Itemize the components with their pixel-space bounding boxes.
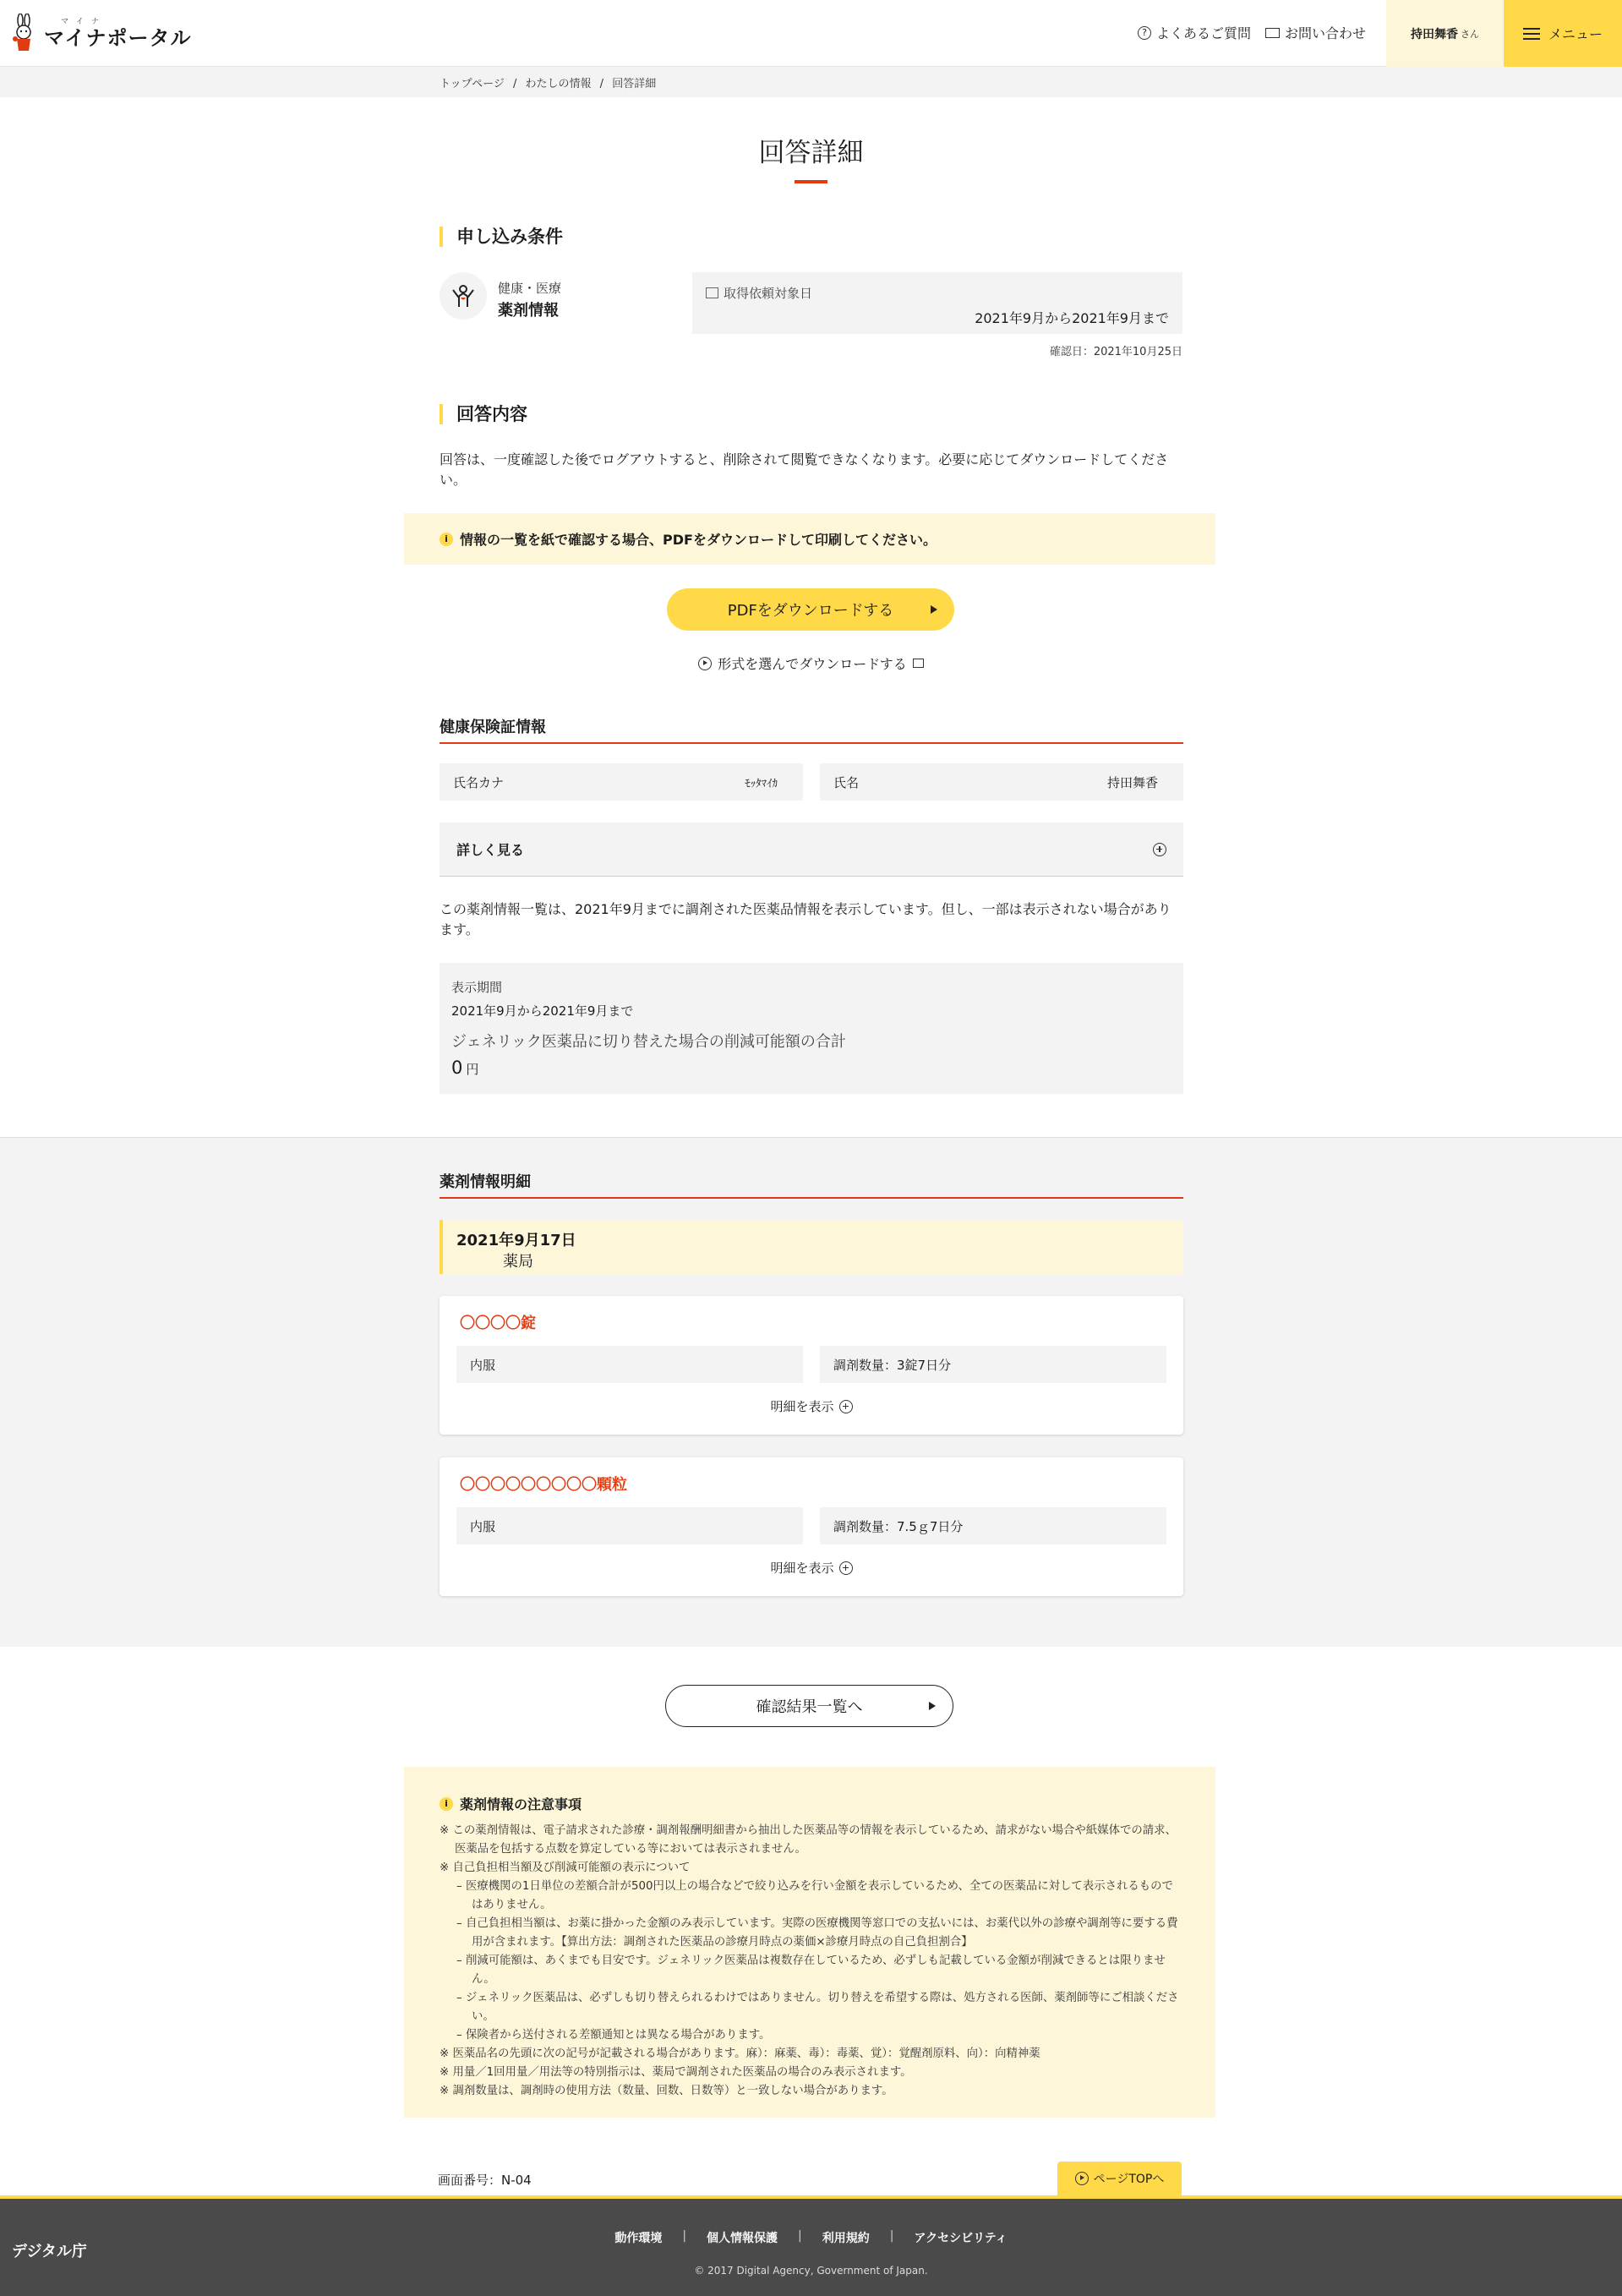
site-logo[interactable] xyxy=(12,14,192,52)
generic-savings-unit: 円 xyxy=(466,1062,479,1077)
footer-links xyxy=(0,2229,1622,2246)
answer-note: 回答は、一度確認した後でログアウトすると、削除されて閲覧できなくなります。必要に応じてダウンロードしてください。 xyxy=(440,451,1169,488)
mail-icon xyxy=(1265,28,1280,38)
name-label: 氏名 xyxy=(833,774,860,790)
medicine-name: 〇〇〇〇〇〇〇〇〇顆粒 xyxy=(460,1476,627,1494)
note-line: – 自己負担相当額は、お薬に掛かった金額のみ表示しています。実際の医療機関等窓口での支払いには、お薬代以外の診療や調剤等に要する費用が含まれます。【算出方法：調剤された医薬品の診療月時点の薬価×診療月時点の自己負担割合】 xyxy=(456,1917,1178,1949)
conditions-heading: 申し込み条件 xyxy=(440,227,563,247)
name-cell xyxy=(820,763,1183,801)
footer-sep: | xyxy=(889,2229,894,2243)
breadcrumb-current: 回答詳細 xyxy=(612,78,657,90)
show-detail-link[interactable] xyxy=(440,1559,1183,1577)
page-top-button[interactable] xyxy=(1057,2162,1182,2195)
medicine-quantity: 調剤数量：7.5ｇ7日分 xyxy=(820,1507,1166,1544)
details-heading: 薬剤情報明細 xyxy=(440,1170,1183,1199)
pdf-download-button[interactable] xyxy=(667,588,954,631)
footer-link-privacy[interactable]: 個人情報保護 xyxy=(707,2232,778,2245)
period-box xyxy=(440,963,1183,1094)
footer-sep: | xyxy=(798,2229,802,2243)
target-date-label: 取得依頼対象日 xyxy=(724,286,813,301)
info-icon: i xyxy=(440,533,453,546)
dispense-date-header xyxy=(440,1220,1183,1274)
caution-title: 薬剤情報の注意事項 xyxy=(460,1796,582,1812)
pdf-download-label: PDFをダウンロードする xyxy=(727,602,894,620)
note-line: ※ この薬剤情報は、電子請求された診療・調剤報酬明細書から抽出した医薬品等の情報を表示しているため、請求がない場合や紙媒体での請求、医薬品を包括する点数を算定している等においては表示されません。 xyxy=(440,1824,1177,1856)
faq-label: よくあるご質問 xyxy=(1156,25,1252,41)
breadcrumb-top[interactable]: トップページ xyxy=(440,78,505,90)
medicine-route: 内服 xyxy=(456,1346,803,1383)
back-to-results-button[interactable] xyxy=(665,1685,953,1727)
site-footer xyxy=(0,2195,1622,2296)
footer-sep: | xyxy=(682,2229,687,2243)
medicine-card xyxy=(440,1296,1183,1435)
note-line: – 保険者から送付される差額通知とは異なる場合があります。 xyxy=(456,2029,771,2042)
logo-ruby: マイナ xyxy=(61,18,106,26)
user-suffix: さん xyxy=(1461,28,1479,40)
play-circle-icon xyxy=(1075,2172,1089,2185)
generic-savings-value: 0 xyxy=(451,1058,463,1078)
hamburger-icon xyxy=(1523,28,1540,40)
period-label: 表示期間 xyxy=(451,980,503,995)
show-detail-label: 明細を表示 xyxy=(770,1561,834,1576)
user-name-area[interactable] xyxy=(1386,0,1504,67)
play-circle-icon xyxy=(698,657,712,670)
mascot-icon xyxy=(12,14,39,52)
breadcrumb xyxy=(440,74,656,90)
print-notice-text: 情報の一覧を紙で確認する場合、PDFをダウンロードして印刷してください。 xyxy=(460,532,937,548)
confirmed-date: 確認日：2021年10月25日 xyxy=(1049,346,1182,358)
insurance-heading: 健康保険証情報 xyxy=(440,715,1183,744)
menu-button[interactable] xyxy=(1504,0,1622,67)
note-line: ※ 医薬品名の先頭に次の記号が記載される場合があります。麻）：麻薬、毒）：毒薬、覚）：覚醒剤原料、向）：向精神薬 xyxy=(440,2047,1040,2060)
note-line: ※ 調剤数量は、調剤時の使用方法（数量、回数、日数等）と一致しない場合があります。 xyxy=(440,2085,893,2097)
details-label: 詳しく見る xyxy=(456,842,525,858)
summary-note: この薬剤情報一覧は、2021年9月までに調剤された医薬品情報を表示しています。但し、一部は表示されない場合があります。 xyxy=(440,901,1171,938)
medicine-quantity: 調剤数量：3錠7日分 xyxy=(820,1346,1166,1383)
menu-label: メニュー xyxy=(1548,26,1603,42)
condition-category: 健康・医療 xyxy=(498,281,562,296)
page-title: 回答詳細 xyxy=(758,138,864,168)
footer-link-environment[interactable]: 動作環境 xyxy=(614,2232,663,2245)
medicine-icon xyxy=(440,272,487,320)
show-detail-label: 明細を表示 xyxy=(770,1399,834,1414)
name-kana-cell xyxy=(440,763,803,801)
medicine-card xyxy=(440,1457,1183,1596)
period-value: 2021年9月から2021年9月まで xyxy=(451,1003,634,1019)
note-line: ※ 用量／1回用量／用法等の特別指示は、薬局で調剤された医薬品の場合のみ表示されます。 xyxy=(440,2066,912,2079)
note-line: – ジェネリック医薬品は、必ずしも切り替えられるわけではありません。切り替えを希望する際は、処方される医師、薬剤師等にご相談ください。 xyxy=(456,1992,1179,2023)
arrow-right-icon xyxy=(929,1702,936,1710)
note-line: ※ 自己負担相当額及び削減可能額の表示について xyxy=(440,1861,691,1874)
insurance-details-toggle[interactable] xyxy=(440,823,1183,877)
copyright: © 2017 Digital Agency, Government of Japan. xyxy=(694,2265,928,2277)
breadcrumb-bar xyxy=(0,67,1622,97)
calendar-icon xyxy=(706,287,718,298)
breadcrumb-myinfo[interactable]: わたしの情報 xyxy=(525,78,592,90)
target-date-box xyxy=(692,272,1182,334)
condition-name: 薬剤情報 xyxy=(498,302,559,320)
faq-link[interactable] xyxy=(1138,23,1251,42)
medicine-name: 〇〇〇〇錠 xyxy=(460,1315,536,1332)
name-kana-value: ﾓｯﾀﾏｲｶ xyxy=(745,777,778,790)
back-to-results-label: 確認結果一覧へ xyxy=(756,1698,863,1716)
medicine-route: 内服 xyxy=(456,1507,803,1544)
breadcrumb-sep: / xyxy=(512,78,517,90)
question-icon: ? xyxy=(1138,26,1151,40)
page-top-label: ページTOPへ xyxy=(1093,2173,1165,2186)
plus-circle-icon xyxy=(1153,843,1166,856)
user-name: 持田舞香 xyxy=(1411,27,1458,41)
name-value: 持田舞香 xyxy=(1106,774,1158,790)
title-underline xyxy=(795,180,827,183)
footer-link-accessibility[interactable]: アクセシビリティ xyxy=(914,2232,1008,2245)
plus-circle-icon xyxy=(839,1561,853,1575)
external-window-icon xyxy=(913,659,924,668)
contact-label: お問い合わせ xyxy=(1285,25,1367,41)
breadcrumb-sep: / xyxy=(599,78,604,90)
print-notice xyxy=(404,513,1215,565)
target-date-label-row xyxy=(706,284,812,302)
format-download-label: 形式を選んでダウンロードする xyxy=(718,656,907,672)
name-kana-label: 氏名カナ xyxy=(453,774,505,790)
pharmacy-name: 薬局 xyxy=(503,1253,533,1271)
screen-number: 画面番号：N-04 xyxy=(438,2173,532,2188)
generic-savings-label: ジェネリック医薬品に切り替えた場合の削減可能額の合計 xyxy=(451,1033,846,1051)
contact-link[interactable] xyxy=(1265,23,1366,42)
target-date-value: 2021年9月から2021年9月まで xyxy=(975,310,1169,326)
info-icon: i xyxy=(440,1797,453,1811)
logo-text: マイナポータル xyxy=(44,25,192,50)
answer-heading: 回答内容 xyxy=(440,404,527,424)
site-header xyxy=(0,0,1622,67)
show-detail-link[interactable] xyxy=(440,1397,1183,1415)
note-line: – 削減可能額は、あくまでも目安です。ジェネリック医薬品は複数存在しているため、必ずしも記載している金額が削減できるとは限りません。 xyxy=(456,1954,1166,1986)
caution-notes xyxy=(404,1767,1215,2118)
footer-org: デジタル庁 xyxy=(12,2243,87,2260)
arrow-right-icon xyxy=(931,605,937,614)
plus-circle-icon xyxy=(839,1400,853,1413)
footer-link-terms[interactable]: 利用規約 xyxy=(822,2232,870,2245)
generic-savings xyxy=(451,1058,478,1078)
dispense-date: 2021年9月17日 xyxy=(456,1232,576,1249)
caution-title-row xyxy=(440,1794,1182,1813)
note-line: – 医療機関の1日単位の差額合計が500円以上の場合などで絞り込みを行い金額を表示しているため、全ての医薬品に対して表示されるものではありません。 xyxy=(456,1880,1173,1911)
format-download-link[interactable] xyxy=(0,653,1622,673)
